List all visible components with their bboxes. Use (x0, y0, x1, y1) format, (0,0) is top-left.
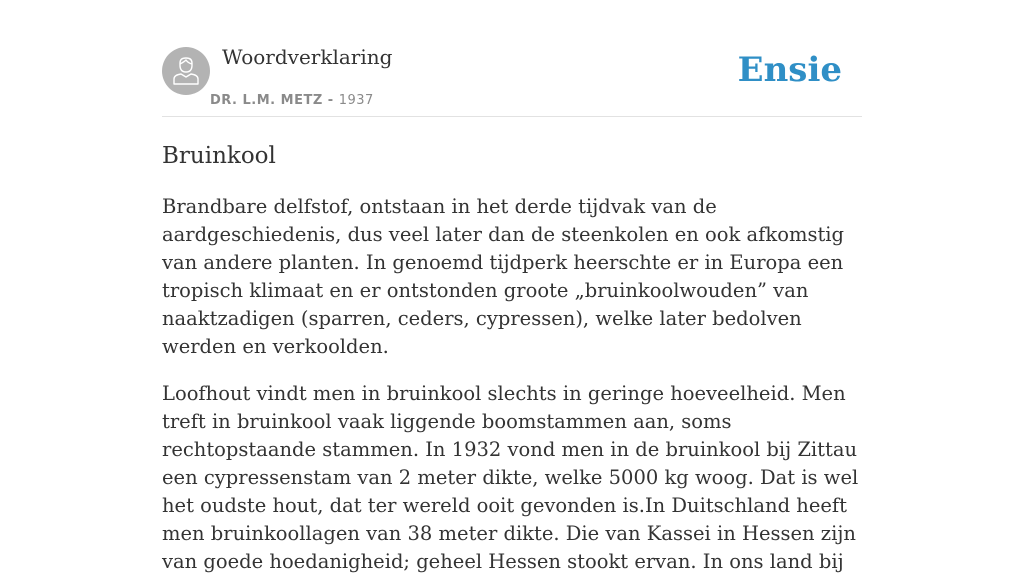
entry-term: Bruinkool (162, 143, 276, 169)
author-name[interactable]: DR. L.M. METZ (210, 93, 323, 108)
user-icon (172, 56, 200, 86)
page-header (162, 0, 862, 117)
page-container (162, 0, 862, 576)
publication-year: 1937 (338, 93, 374, 108)
book-title[interactable]: Woordverklaring (222, 45, 393, 69)
author-byline (210, 93, 374, 108)
entry-paragraph: Loofhout vindt men in bruinkool slechts in geringe hoeveelheid. Men treft in bruinkool vaak liggende boomstammen aan, soms rechtopstaande stammen. In 1932 vond men in de bruinkool bij Zittau een cypressenstam van 2 meter dikte, welke 5000 kg woog. Dat is wel het oudste hout, dat ter wereld ooit gevonden is.In Duitschland heeft men bruinkoollagen van 38 meter dikte. Die van Kassei in Hessen zijn van goede hoedanigheid; geheel Hessen stookt ervan. In ons land bij (162, 382, 859, 573)
ensie-logo[interactable]: Ensie (737, 50, 842, 90)
author-avatar[interactable] (162, 47, 210, 95)
byline-separator: - (322, 93, 339, 108)
entry-paragraph: Brandbare delfstof, ontstaan in het derde tijdvak van de aardgeschiedenis, dus veel later dan de steenkolen en ook afkomstig van andere planten. In genoemd tijdperk heerschte er in Europa een tropisch klimaat en er ontstonden groote „bruinkoolwouden” van naaktzadigen (sparren, ceders, cypressen), welke later bedolven werden en verkoolden. (162, 195, 845, 358)
